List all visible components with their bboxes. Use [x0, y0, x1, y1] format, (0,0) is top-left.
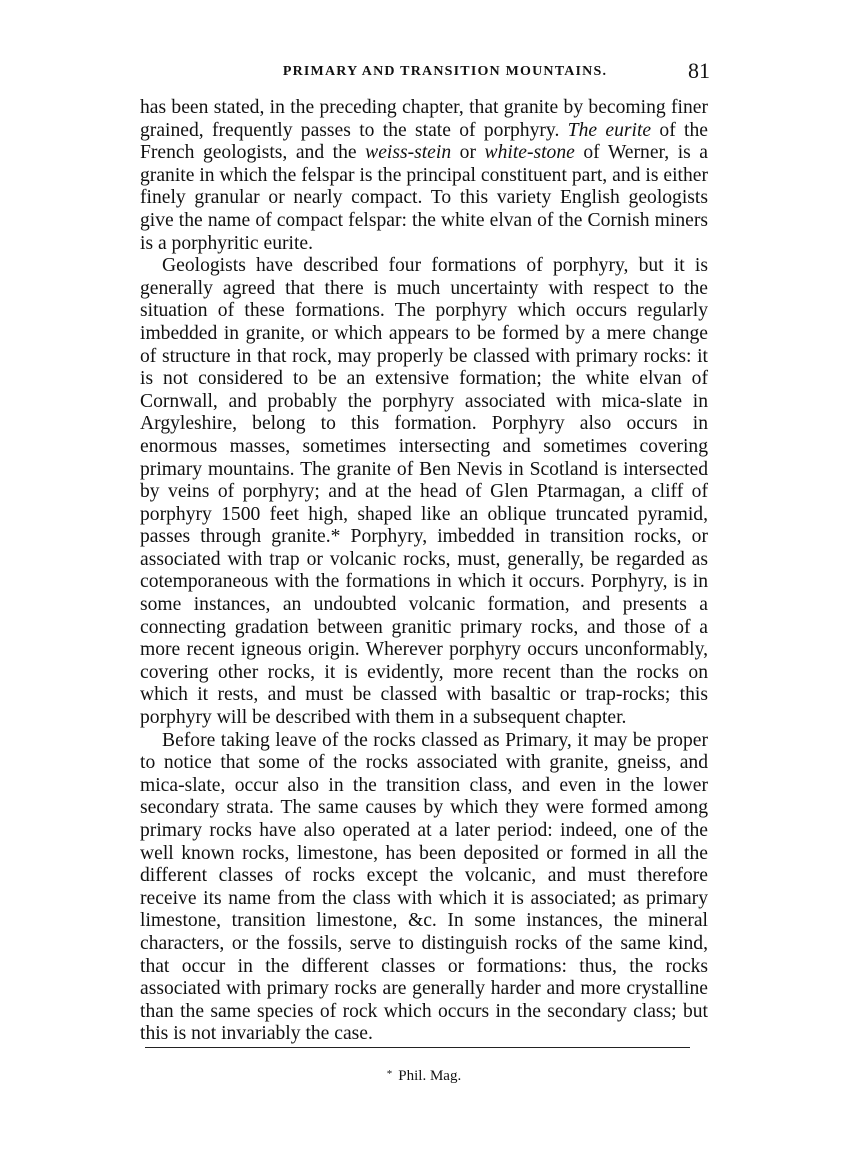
footnote-mark: *	[386, 1068, 393, 1080]
paragraph-1	[140, 97, 708, 255]
footnote	[140, 1068, 708, 1085]
term-white-stone: white-stone	[484, 142, 575, 164]
footnote-rule	[145, 1047, 690, 1048]
paragraph-1-text-c: or	[451, 142, 485, 164]
running-title: PRIMARY AND TRANSITION MOUNTAINS.	[282, 64, 608, 79]
term-eurite: The eurite	[567, 119, 652, 141]
paragraph-3: Before taking leave of the rocks classed as Primary, it may be proper to notice that some of the rocks associated with granite, gneiss, and mica-slate, occur also in the transition class, and even in the lower secondary strata. The same causes by which they were formed among primary rocks have also operated at a later period: indeed, one of the well known rocks, limestone, has been deposited or formed in all the different classes of rocks except the volcanic, and must therefore receive its name from the class with which it is associated; as primary limestone, transition limestone, &c. In some instances, the mineral characters, or the fossils, serve to distinguish rocks of the same kind, that occur in the different classes or formations: thus, the rocks associated with primary rocks are generally harder and more crystalline than the same species of rock which occurs in the secondary class; but this is not invariably the case.	[140, 729, 708, 1045]
footnote-text: Phil. Mag.	[398, 1068, 462, 1084]
page-number: 81	[688, 58, 710, 83]
body-text	[140, 97, 708, 1046]
term-weiss-stein: weiss-stein	[365, 142, 452, 164]
paragraph-1-text-d: of Werner, is a granite in which the felspar is the principal constituent part, and is either finely granular or nearly compact. To this variety English geologists give the name of compact felspar: the white elvan of the Cornish miners is a porphyritic eurite.	[140, 142, 708, 254]
paragraph-1-text-b: of the French geologists, and the	[140, 119, 708, 164]
paragraph-2: Geologists have described four formations of porphyry, but it is generally agreed that there is much uncertainty with respect to the situation of these formations. The porphyry which occurs regularly imbedded in granite, or which appears to be formed by a mere change of structure in that rock, may properly be classed with primary rocks: it is not considered to be an extensive formation; the white elvan of Cornwall, and probably the porphyry associated with mica-slate in Argyleshire, belong to this formation. Porphyry also occurs in enormous masses, sometimes intersecting and sometimes covering primary mountains. The granite of Ben Nevis in Scotland is intersected by veins of porphyry; and at the head of Glen Ptarmagan, a cliff of porphyry 1500 feet high, shaped like an oblique truncated pyramid, passes through granite.* Porphyry, imbedded in transition rocks, or associated with trap or volcanic rocks, must, generally, be regarded as cotemporaneous with the formations in which it occurs. Porphyry, is in some instances, an undoubted volcanic formation, and presents a connecting gradation between granitic primary rocks, and those of a more recent igneous origin. Wherever porphyry occurs unconformably, covering other rocks, it is evidently, more recent than the rocks on which it rests, and must be classed with basaltic or trap-rocks; this porphyry will be described with them in a subsequent chapter.	[140, 255, 708, 729]
paragraph-1-text-a: has been stated, in the preceding chapter, that granite by becoming finer grained, frequently passes to the state of porphyry.	[140, 97, 708, 141]
running-head	[140, 58, 710, 88]
